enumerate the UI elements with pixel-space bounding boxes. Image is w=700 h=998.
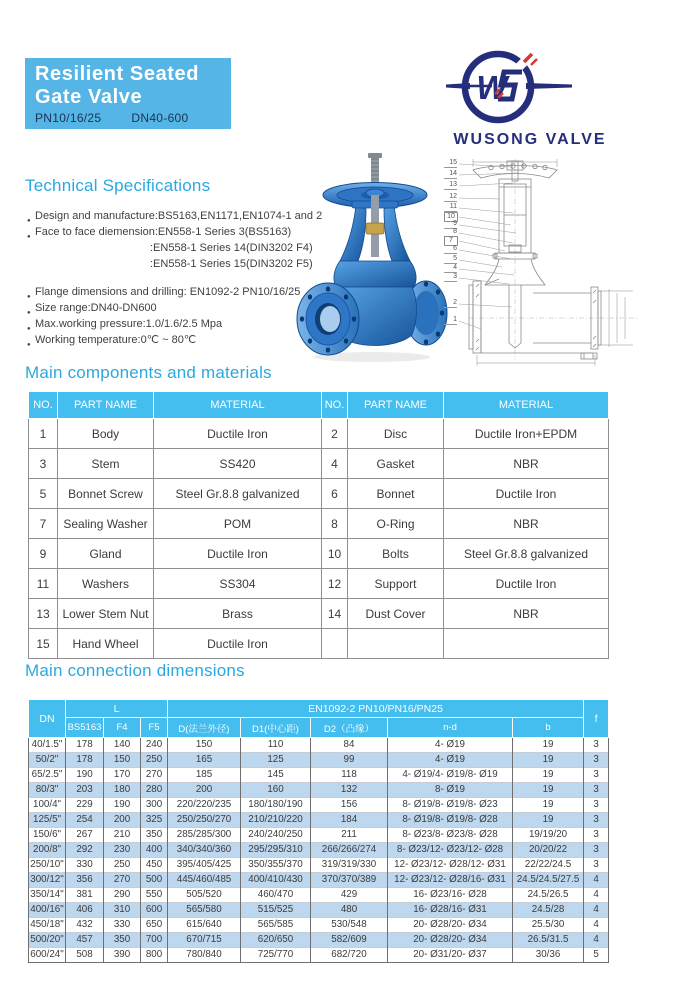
product-title-box [25, 58, 231, 129]
table-cell: 650 [141, 918, 168, 933]
col-no-1: NO. [29, 392, 58, 419]
col-group-en1092: EN1092-2 PN10/PN16/PN25 [168, 700, 584, 718]
col-material-2: MATERIAL [444, 392, 609, 419]
table-cell: 370/370/389 [311, 873, 388, 888]
table-cell: 582/609 [311, 933, 388, 948]
table-cell: Hand Wheel [58, 629, 154, 659]
table-cell: 118 [311, 768, 388, 783]
table-cell: 330 [104, 918, 141, 933]
technical-drawing-lines [443, 157, 695, 370]
table-cell: 300/12" [29, 873, 66, 888]
table-cell: Stem [58, 449, 154, 479]
table-cell: 200 [168, 783, 241, 798]
table-cell: SS304 [154, 569, 322, 599]
tech-specs-list [27, 208, 332, 348]
table-cell: 7 [29, 509, 58, 539]
table-cell: Steel Gr.8.8 galvanized [154, 479, 322, 509]
table-cell: NBR [444, 509, 609, 539]
pressure-range: PN10/16/25 [35, 111, 102, 125]
table-cell: 84 [311, 738, 388, 753]
table-cell: 210 [104, 828, 141, 843]
table-cell: 3 [584, 843, 609, 858]
table-cell: 429 [311, 888, 388, 903]
drawing-callout-2: 2 [444, 299, 457, 308]
table-cell: 350/14" [29, 888, 66, 903]
table-cell: 203 [66, 783, 104, 798]
table-row [29, 479, 609, 509]
table-cell: 330 [66, 858, 104, 873]
table-cell: 9 [29, 539, 58, 569]
col-b: b [513, 718, 584, 738]
valve-photo [292, 153, 458, 365]
table-cell: 185 [168, 768, 241, 783]
col-no-2: NO. [322, 392, 348, 419]
table-cell: 210/210/220 [241, 813, 311, 828]
table-cell: 406 [66, 903, 104, 918]
table-row [29, 753, 609, 768]
table-row [29, 828, 609, 843]
table-cell: 8- Ø23/8- Ø23/8- Ø28 [388, 828, 513, 843]
table-cell: Ductile Iron [154, 419, 322, 449]
drawing-callout-7: 7 [444, 236, 458, 246]
table-row [29, 449, 609, 479]
table-cell: 3 [584, 753, 609, 768]
spec-item: ● Size range:DN40-DN600 [27, 300, 332, 316]
table-cell: 3 [584, 798, 609, 813]
table-cell: 270 [104, 873, 141, 888]
table-cell: 4 [322, 449, 348, 479]
table-cell: 160 [241, 783, 311, 798]
table-cell: 11 [29, 569, 58, 599]
table-cell: 300 [141, 798, 168, 813]
table-cell: Ductile Iron [154, 539, 322, 569]
table-cell: 340/340/360 [168, 843, 241, 858]
col-f4: F4 [104, 718, 141, 738]
components-header-row [29, 392, 609, 419]
table-cell: 12- Ø23/12- Ø28/16- Ø31 [388, 873, 513, 888]
table-cell: 620/650 [241, 933, 311, 948]
table-cell: 8- Ø23/12- Ø23/12- Ø28 [388, 843, 513, 858]
table-cell: Ductile Iron+EPDM [444, 419, 609, 449]
table-cell: 178 [66, 738, 104, 753]
table-cell: 280 [141, 783, 168, 798]
drawing-callout-1: 1 [444, 316, 457, 325]
product-title-line2: Gate Valve [35, 86, 143, 108]
table-cell: 250/250/270 [168, 813, 241, 828]
table-cell: 150/6" [29, 828, 66, 843]
dims-header-row-1 [29, 700, 609, 718]
table-cell: 24.5/24.5/27.5 [513, 873, 584, 888]
table-cell: 4 [584, 888, 609, 903]
table-row [29, 948, 609, 963]
col-f: f [584, 700, 609, 738]
table-cell: 140 [104, 738, 141, 753]
spec-item: ● Max.working pressure:1.0/1.6/2.5 Mpa [27, 316, 332, 332]
col-dn: DN [29, 700, 66, 738]
table-row [29, 738, 609, 753]
table-cell: 13 [29, 599, 58, 629]
drawing-callout-13: 13 [444, 181, 457, 190]
drawing-callout-8: 8 [444, 228, 457, 237]
table-cell: 400/410/430 [241, 873, 311, 888]
table-cell: 19 [513, 798, 584, 813]
table-cell: 20- Ø31/20- Ø37 [388, 948, 513, 963]
table-cell: 290 [104, 888, 141, 903]
table-cell: 4 [584, 933, 609, 948]
table-cell: Steel Gr.8.8 galvanized [444, 539, 609, 569]
table-cell: 211 [311, 828, 388, 843]
brand-name: WUSONG VALVE [453, 131, 607, 148]
table-cell: 670/715 [168, 933, 241, 948]
table-row [29, 599, 609, 629]
table-cell: Dust Cover [348, 599, 444, 629]
col-f5: F5 [141, 718, 168, 738]
table-cell: 150 [168, 738, 241, 753]
table-cell: 8 [322, 509, 348, 539]
spec-item: :EN558-1 Series 14(DIN3202 F4) [150, 242, 313, 254]
table-cell: 19 [513, 813, 584, 828]
table-cell: 500/20" [29, 933, 66, 948]
table-cell: 682/720 [311, 948, 388, 963]
table-cell: 3 [584, 828, 609, 843]
table-cell: Lower Stem Nut [58, 599, 154, 629]
table-cell: 4 [584, 903, 609, 918]
table-cell: 190 [104, 798, 141, 813]
col-material-1: MATERIAL [154, 392, 322, 419]
table-cell: 445/460/485 [168, 873, 241, 888]
table-cell: 565/585 [241, 918, 311, 933]
col-bs5163: BS5163 [66, 718, 104, 738]
table-cell: 250 [141, 753, 168, 768]
col-d1: D1(中心距) [241, 718, 311, 738]
table-cell: 110 [241, 738, 311, 753]
table-cell: 800 [141, 948, 168, 963]
drawing-callout-3: 3 [444, 273, 457, 282]
table-cell: 319/319/330 [311, 858, 388, 873]
table-cell: 4- Ø19/4- Ø19/8- Ø19 [388, 768, 513, 783]
table-cell: 178 [66, 753, 104, 768]
table-cell: 780/840 [168, 948, 241, 963]
table-cell: 8- Ø19/8- Ø19/8- Ø28 [388, 813, 513, 828]
table-cell: 25.5/30 [513, 918, 584, 933]
table-cell: 400 [141, 843, 168, 858]
table-cell: 20- Ø28/20- Ø34 [388, 933, 513, 948]
table-cell: 190 [66, 768, 104, 783]
table-cell: 240/240/250 [241, 828, 311, 843]
table-cell: 22/22/24.5 [513, 858, 584, 873]
table-cell: 432 [66, 918, 104, 933]
col-group-l: L [66, 700, 168, 718]
table-row [29, 629, 609, 659]
table-row [29, 903, 609, 918]
tech-specs-heading: Technical Specifications [25, 176, 211, 195]
table-cell: 250 [104, 858, 141, 873]
table-cell: 170 [104, 768, 141, 783]
table-cell: 145 [241, 768, 311, 783]
table-cell: 457 [66, 933, 104, 948]
table-cell: 12 [322, 569, 348, 599]
table-cell: 200/8" [29, 843, 66, 858]
table-cell: 180/180/190 [241, 798, 311, 813]
table-cell: 267 [66, 828, 104, 843]
table-cell: 20- Ø28/20- Ø34 [388, 918, 513, 933]
table-row [29, 768, 609, 783]
col-d: D(法兰外径) [168, 718, 241, 738]
table-row [29, 419, 609, 449]
table-cell: 6 [322, 479, 348, 509]
table-cell: Gland [58, 539, 154, 569]
table-cell: 3 [584, 813, 609, 828]
table-cell: 550 [141, 888, 168, 903]
table-cell [444, 629, 609, 659]
table-row [29, 783, 609, 798]
table-cell: 12- Ø23/12- Ø28/12- Ø31 [388, 858, 513, 873]
table-cell: 14 [322, 599, 348, 629]
drawing-callout-9: 9 [444, 220, 457, 229]
table-cell: 4 [584, 918, 609, 933]
table-cell: 80/3" [29, 783, 66, 798]
table-cell: 350/355/370 [241, 858, 311, 873]
product-subtitle [35, 111, 231, 125]
table-row [29, 798, 609, 813]
table-cell: 240 [141, 738, 168, 753]
drawing-callout-11: 11 [444, 203, 457, 212]
table-cell: 30/36 [513, 948, 584, 963]
table-cell [348, 629, 444, 659]
table-cell: Brass [154, 599, 322, 629]
table-cell: SS420 [154, 449, 322, 479]
table-cell: 99 [311, 753, 388, 768]
table-cell: 390 [104, 948, 141, 963]
table-cell: 515/525 [241, 903, 311, 918]
table-cell: Washers [58, 569, 154, 599]
col-nd: n-d [388, 718, 513, 738]
table-cell: 460/470 [241, 888, 311, 903]
table-cell: 20/20/22 [513, 843, 584, 858]
table-cell: 230 [104, 843, 141, 858]
table-cell: Support [348, 569, 444, 599]
company-logo-icon [440, 32, 620, 132]
table-cell: 1 [29, 419, 58, 449]
col-partname-1: PART NAME [58, 392, 154, 419]
table-cell: 4- Ø19 [388, 753, 513, 768]
table-cell: 530/548 [311, 918, 388, 933]
size-range: DN40-600 [131, 111, 189, 125]
table-cell: 156 [311, 798, 388, 813]
table-row [29, 933, 609, 948]
table-cell: 600 [141, 903, 168, 918]
components-table [28, 392, 609, 659]
table-cell: 325 [141, 813, 168, 828]
drawing-callout-6: 6 [444, 245, 457, 254]
drawing-callout-15: 15 [444, 159, 457, 168]
table-cell: 400/16" [29, 903, 66, 918]
table-cell: 180 [104, 783, 141, 798]
table-cell: 150 [104, 753, 141, 768]
table-cell: Sealing Washer [58, 509, 154, 539]
table-cell: Gasket [348, 449, 444, 479]
col-partname-2: PART NAME [348, 392, 444, 419]
table-cell: 125/5" [29, 813, 66, 828]
table-cell: Ductile Iron [444, 479, 609, 509]
table-cell: NBR [444, 449, 609, 479]
table-cell: 165 [168, 753, 241, 768]
table-cell: 285/285/300 [168, 828, 241, 843]
table-cell: 350 [104, 933, 141, 948]
table-cell: Body [58, 419, 154, 449]
table-cell: 615/640 [168, 918, 241, 933]
technical-drawing [443, 157, 695, 370]
table-row [29, 539, 609, 569]
table-cell: 19 [513, 783, 584, 798]
table-cell: 3 [584, 783, 609, 798]
table-cell: Ductile Iron [444, 569, 609, 599]
table-cell: 100/4" [29, 798, 66, 813]
spec-item: :EN558-1 Series 15(DIN3202 F5) [150, 258, 313, 270]
table-row [29, 843, 609, 858]
table-row [29, 858, 609, 873]
table-cell: 50/2" [29, 753, 66, 768]
table-cell: 2 [322, 419, 348, 449]
dims-header-row-2 [29, 718, 609, 738]
table-cell: 700 [141, 933, 168, 948]
table-cell: 600/24" [29, 948, 66, 963]
table-cell: 200 [104, 813, 141, 828]
spec-item: ● Working temperature:0℃ ~ 80℃ [27, 332, 332, 348]
table-row [29, 888, 609, 903]
table-cell: 26.5/31.5 [513, 933, 584, 948]
table-cell: 16- Ø23/16- Ø28 [388, 888, 513, 903]
table-cell: 508 [66, 948, 104, 963]
table-cell: 40/1.5" [29, 738, 66, 753]
table-cell: 395/405/425 [168, 858, 241, 873]
table-cell: 4 [584, 873, 609, 888]
table-cell: 5 [584, 948, 609, 963]
table-cell: POM [154, 509, 322, 539]
components-table-body [29, 419, 609, 659]
table-cell: 450/18" [29, 918, 66, 933]
table-cell: 292 [66, 843, 104, 858]
table-cell: 8- Ø19/8- Ø19/8- Ø23 [388, 798, 513, 813]
table-cell [322, 629, 348, 659]
table-cell: 184 [311, 813, 388, 828]
table-cell: 480 [311, 903, 388, 918]
table-cell: 3 [584, 738, 609, 753]
product-title-line1: Resilient Seated [35, 63, 200, 85]
table-cell: 450 [141, 858, 168, 873]
table-row [29, 873, 609, 888]
table-cell: Bolts [348, 539, 444, 569]
table-cell: 132 [311, 783, 388, 798]
table-cell: Ductile Iron [154, 629, 322, 659]
table-cell: 3 [29, 449, 58, 479]
spec-item: ● Face to face diemension:EN558-1 Series 3(BS5163) [27, 224, 332, 240]
svg-text:W: W [476, 69, 508, 106]
drawing-callout-10: 10 [444, 212, 458, 222]
table-cell: 15 [29, 629, 58, 659]
table-cell: 19 [513, 753, 584, 768]
table-cell: 229 [66, 798, 104, 813]
table-cell: Disc [348, 419, 444, 449]
table-cell: 19 [513, 738, 584, 753]
drawing-callout-12: 12 [444, 193, 457, 202]
table-cell: 250/10" [29, 858, 66, 873]
table-cell: 3 [584, 768, 609, 783]
table-cell: 270 [141, 768, 168, 783]
table-cell: 266/266/274 [311, 843, 388, 858]
table-cell: 19 [513, 768, 584, 783]
table-cell: 24.5/28 [513, 903, 584, 918]
table-cell: 350 [141, 828, 168, 843]
drawing-callout-4: 4 [444, 264, 457, 273]
table-cell: 505/520 [168, 888, 241, 903]
table-row [29, 509, 609, 539]
table-cell: 10 [322, 539, 348, 569]
table-cell: 220/220/235 [168, 798, 241, 813]
table-cell: 24.5/26.5 [513, 888, 584, 903]
table-cell: 500 [141, 873, 168, 888]
dimensions-heading: Main connection dimensions [25, 661, 245, 680]
col-d2: D2（凸缘） [311, 718, 388, 738]
table-row [29, 918, 609, 933]
table-cell: 310 [104, 903, 141, 918]
table-cell: 4- Ø19 [388, 738, 513, 753]
table-cell: 356 [66, 873, 104, 888]
table-cell: 19/19/20 [513, 828, 584, 843]
components-heading: Main components and materials [25, 363, 272, 382]
table-cell: 3 [584, 858, 609, 873]
table-cell: 125 [241, 753, 311, 768]
table-cell: 565/580 [168, 903, 241, 918]
table-cell: 16- Ø28/16- Ø31 [388, 903, 513, 918]
drawing-callout-5: 5 [444, 255, 457, 264]
table-cell: 8- Ø19 [388, 783, 513, 798]
table-cell: 381 [66, 888, 104, 903]
table-cell: 725/770 [241, 948, 311, 963]
table-cell: 295/295/310 [241, 843, 311, 858]
dimensions-table [28, 699, 609, 963]
table-row [29, 813, 609, 828]
table-cell: 5 [29, 479, 58, 509]
table-row [29, 569, 609, 599]
table-cell: 254 [66, 813, 104, 828]
table-cell: Bonnet Screw [58, 479, 154, 509]
spec-item: ● Design and manufacture:BS5163,EN1171,EN1074-1 and 2 [27, 208, 332, 224]
table-cell: NBR [444, 599, 609, 629]
dimensions-table-body [29, 738, 609, 963]
table-cell: Bonnet [348, 479, 444, 509]
drawing-callout-14: 14 [444, 170, 457, 179]
table-cell: 65/2.5" [29, 768, 66, 783]
table-cell: O-Ring [348, 509, 444, 539]
spec-item: ● Flange dimensions and drilling: EN1092-2 PN10/16/25 [27, 284, 332, 300]
